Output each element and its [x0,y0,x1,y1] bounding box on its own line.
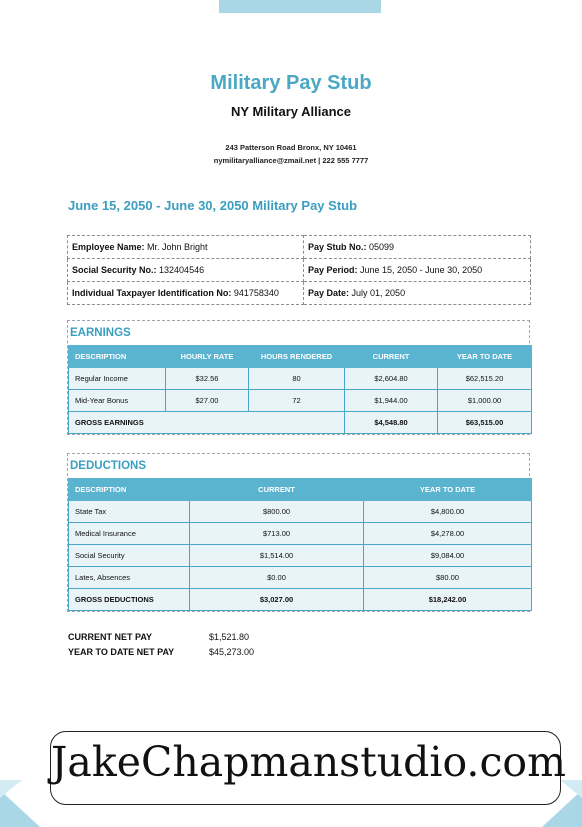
deduction-current-cell: $800.00 [190,501,364,523]
table-row [69,545,532,567]
gross-earnings-row [69,412,532,434]
itin-label: Individual Taxpayer Identification No: [72,288,232,298]
ssn-cell [68,259,304,282]
deductions-table [68,478,532,611]
table-row [69,523,532,545]
gross-earnings-current: $4,548.80 [345,412,438,434]
gross-deductions-row [69,589,532,611]
deduction-description-cell: Lates, Absences [69,567,190,589]
watermark-text: JakeChapmanstudio.com [51,738,566,786]
current-net-pay-row [68,630,254,645]
net-pay-summary [68,630,254,660]
deductions-section [67,453,530,612]
earnings-col-description: DESCRIPTION [69,346,166,368]
address-block [0,141,582,167]
itin-cell [68,282,304,305]
deduction-ytd-cell: $80.00 [364,567,532,589]
earnings-hourly-rate-cell: $27.00 [166,390,249,412]
pay-stub-number-label: Pay Stub No.: [308,242,367,252]
employee-name-label: Employee Name: [72,242,145,252]
document-title: Military Pay Stub [210,72,372,94]
deduction-ytd-cell: $9,084.00 [364,545,532,567]
deductions-col-current: CURRENT [190,479,364,501]
earnings-table [68,345,532,434]
pay-date-value: July 01, 2050 [349,288,406,298]
earnings-hourly-rate-cell: $32.56 [166,368,249,390]
current-net-pay-label: CURRENT NET PAY [68,632,153,642]
employee-info-table [67,235,531,305]
earnings-header-row [69,346,532,368]
gross-deductions-current: $3,027.00 [190,589,364,611]
deduction-description-cell: State Tax [69,501,190,523]
organization-name: NY Military Alliance [231,104,351,119]
contact-line: nymilitaryalliance@zmail.net | 222 555 7777 [213,156,369,165]
deductions-col-description: DESCRIPTION [69,479,190,501]
earnings-description-cell: Mid-Year Bonus [69,390,166,412]
gross-deductions-label: GROSS DEDUCTIONS [69,589,190,611]
earnings-col-hours-rendered: HOURS RENDERED [249,346,345,368]
pay-period-cell [304,259,531,282]
deduction-current-cell: $1,514.00 [190,545,364,567]
earnings-current-cell: $2,604.80 [345,368,438,390]
gross-earnings-ytd: $63,515.00 [438,412,532,434]
ytd-net-pay-row [68,645,254,660]
table-row [69,368,532,390]
deduction-ytd-cell: $4,278.00 [364,523,532,545]
earnings-section [67,320,530,435]
employee-name-value: Mr. John Bright [144,242,208,252]
watermark-banner [50,731,566,805]
earnings-heading: EARNINGS [70,327,131,339]
deductions-header-row [69,479,532,501]
table-row [69,501,532,523]
pay-stub-number-value: 05099 [366,242,395,252]
gross-earnings-label: GROSS EARNINGS [69,412,345,434]
deduction-ytd-cell: $4,800.00 [364,501,532,523]
top-accent-bar [219,0,381,13]
earnings-col-current: CURRENT [345,346,438,368]
pay-date-cell [304,282,531,305]
deductions-heading: DEDUCTIONS [70,460,147,472]
address-line: 243 Patterson Road Bronx, NY 10461 [225,143,357,152]
earnings-ytd-cell: $62,515.20 [438,368,532,390]
ytd-net-pay-label: YEAR TO DATE NET PAY [68,647,175,657]
ssn-label: Social Security No.: [72,265,157,275]
earnings-description-cell: Regular Income [69,368,166,390]
pay-date-label: Pay Date: [308,288,350,298]
table-row [69,390,532,412]
employee-name-cell [68,236,304,259]
deduction-current-cell: $713.00 [190,523,364,545]
earnings-ytd-cell: $1,000.00 [438,390,532,412]
table-row [69,567,532,589]
pay-period-value: June 15, 2050 - June 30, 2050 [357,265,483,275]
pay-period-label: Pay Period: [308,265,358,275]
itin-value: 941758340 [231,288,279,298]
earnings-current-cell: $1,944.00 [345,390,438,412]
gross-deductions-ytd: $18,242.00 [364,589,532,611]
deduction-current-cell: $0.00 [190,567,364,589]
deduction-description-cell: Social Security [69,545,190,567]
earnings-col-hourly-rate: HOURLY RATE [166,346,249,368]
earnings-hours-cell: 72 [249,390,345,412]
earnings-col-year-to-date: YEAR TO DATE [438,346,532,368]
ssn-value: 132404546 [156,265,205,275]
pay-period-heading: June 15, 2050 - June 30, 2050 Military Pay Stub [68,198,358,213]
ytd-net-pay-value: $45,273.00 [209,647,255,657]
earnings-hours-cell: 80 [249,368,345,390]
pay-stub-number-cell [304,236,531,259]
deductions-col-year-to-date: YEAR TO DATE [364,479,532,501]
deduction-description-cell: Medical Insurance [69,523,190,545]
current-net-pay-value: $1,521.80 [209,632,250,642]
